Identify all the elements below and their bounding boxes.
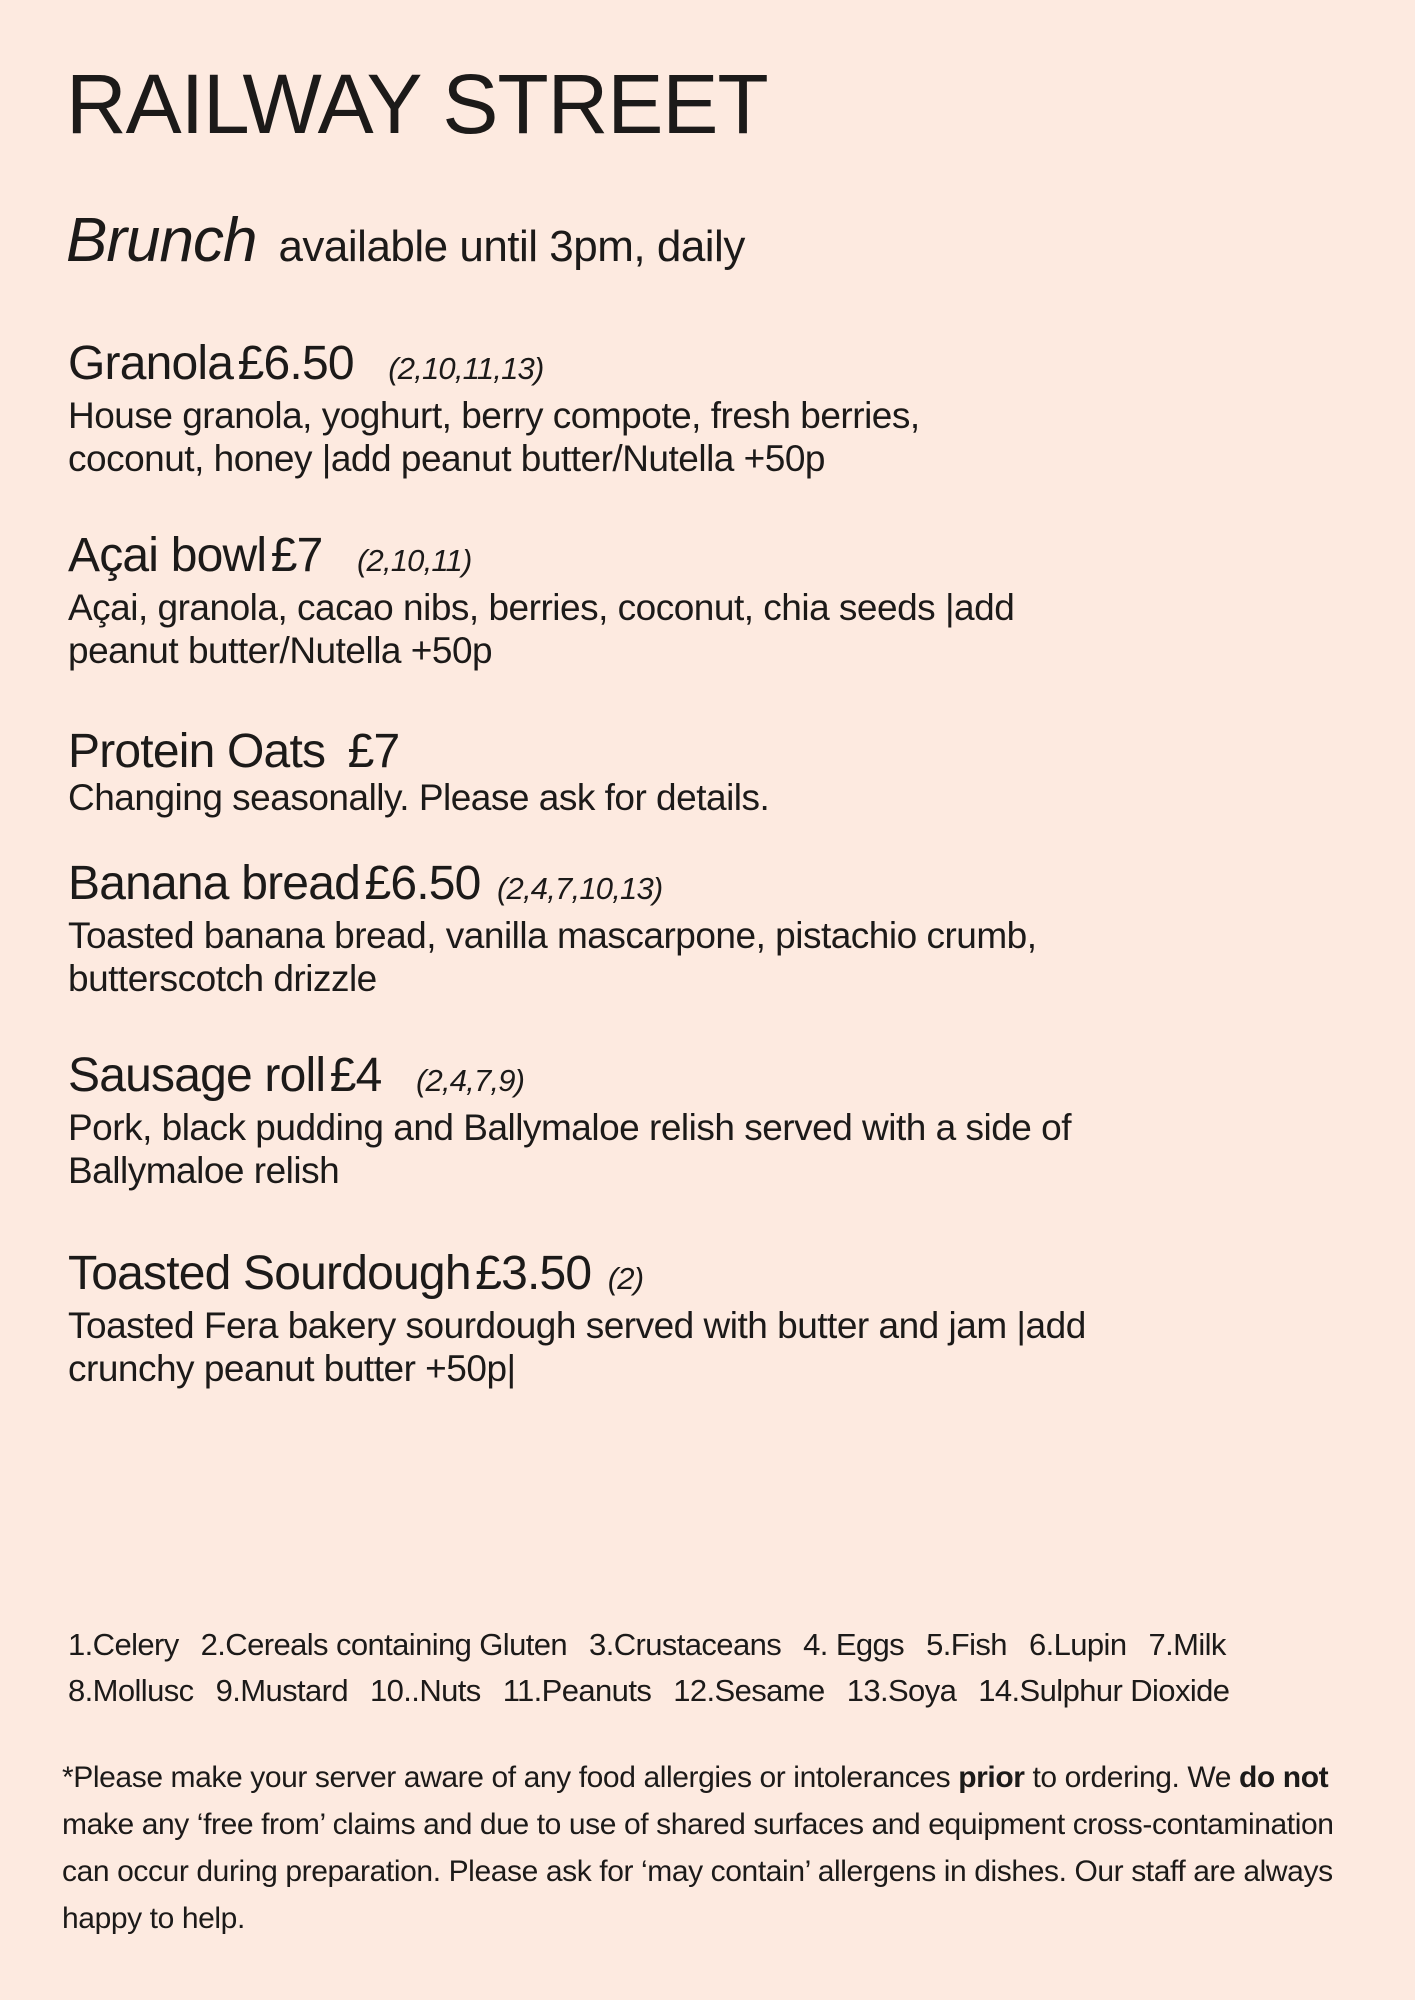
menu-item-name: Sausage roll xyxy=(68,1049,326,1102)
menu-item-sausage-roll xyxy=(68,1049,1308,1192)
menu-item-description xyxy=(68,1106,1248,1192)
allergy-notice-emphasis: prior xyxy=(958,1761,1025,1794)
allergy-notice-text: *Please make your server aware of any food allergies or intolerances xyxy=(62,1761,959,1794)
menu-item-description-line: Toasted banana bread, vanilla mascarpone, pistachio crumb, xyxy=(68,915,1037,956)
menu-item-description-line: crunchy peanut butter +50p| xyxy=(68,1348,516,1389)
menu-item-price: £4 xyxy=(329,1049,382,1102)
menu-item-price: £6.50 xyxy=(364,857,481,910)
menu-item-banana-bread xyxy=(68,857,1308,1000)
section-availability-note: available until 3pm, daily xyxy=(278,222,745,271)
menu-item-allergens: (2) xyxy=(607,1261,644,1296)
menu-item-name: Protein Oats xyxy=(68,725,326,778)
menu-item-price: £7 xyxy=(347,725,400,778)
allergen-legend-item: 12.Sesame xyxy=(673,1673,825,1708)
menu-item-heading xyxy=(68,1247,1308,1300)
menu-item-granola xyxy=(68,337,1308,480)
allergen-legend-item: 2.Cereals containing Gluten xyxy=(200,1627,568,1662)
menu-item-description-line: Ballymaloe relish xyxy=(68,1150,340,1191)
allergy-notice-emphasis: do not xyxy=(1238,1761,1329,1794)
allergen-legend-row xyxy=(68,1622,1348,1668)
allergen-legend-item: 8.Mollusc xyxy=(68,1673,194,1708)
allergy-notice-text: make any ‘free from’ claims and due to use of shared surfaces and equipment cross-contamination can occur during preparation. Please ask for ‘may contain’ allergens in dishes. Our staff are always happy to help. xyxy=(62,1808,1334,1935)
menu-item-description-line: Toasted Fera bakery sourdough served with butter and jam |add xyxy=(68,1305,1086,1346)
section-header xyxy=(66,206,745,275)
menu-item-description-line: peanut butter/Nutella +50p xyxy=(68,630,493,671)
allergen-legend-item: 6.Lupin xyxy=(1028,1627,1127,1662)
menu-item-price: £3.50 xyxy=(475,1247,592,1300)
menu-item-description-line: House granola, yoghurt, berry compote, fresh berries, xyxy=(68,395,920,436)
menu-item-heading xyxy=(68,337,1308,390)
menu-item-description-line: Pork, black pudding and Ballymaloe relish served with a side of xyxy=(68,1107,1072,1148)
allergy-notice xyxy=(62,1754,1352,1942)
menu-item-name: Toasted Sourdough xyxy=(68,1247,471,1300)
allergen-legend-item: 9.Mustard xyxy=(215,1673,348,1708)
menu-item-description xyxy=(68,1304,1248,1390)
menu-item-description xyxy=(68,586,1248,672)
menu-item-description xyxy=(68,776,1248,819)
allergen-legend-item: 14.Sulphur Dioxide xyxy=(978,1673,1230,1708)
allergen-legend-item: 3.Crustaceans xyxy=(589,1627,782,1662)
menu-item-description xyxy=(68,394,1248,480)
menu-item-description-line: butterscotch drizzle xyxy=(68,958,377,999)
menu-item-name: Granola xyxy=(68,337,234,390)
menu-item-description-line: Açai, granola, cacao nibs, berries, coconut, chia seeds |add xyxy=(68,587,1015,628)
menu-item-allergens: (2,4,7,10,13) xyxy=(497,871,663,906)
menu-item-description-line: coconut, honey |add peanut butter/Nutella +50p xyxy=(68,438,825,479)
menu-item-description-line: Changing seasonally. Please ask for details. xyxy=(68,777,770,818)
allergen-legend-item: 1.Celery xyxy=(68,1627,179,1662)
menu-item-heading xyxy=(68,857,1308,910)
menu-item-allergens: (2,10,11) xyxy=(356,543,472,578)
allergen-legend-item: 10..Nuts xyxy=(370,1673,481,1708)
menu-item-name: Açai bowl xyxy=(68,529,267,582)
allergen-legend-item: 13.Soya xyxy=(846,1673,957,1708)
menu-item-toasted-sourdough xyxy=(68,1247,1308,1390)
menu-item-allergens: (2,10,11,13) xyxy=(388,351,544,386)
menu-item-heading xyxy=(68,1049,1308,1102)
menu-item-price: £6.50 xyxy=(237,337,354,390)
menu-item-heading xyxy=(68,529,1308,582)
menu-item-description xyxy=(68,914,1248,1000)
menu-item-protein-oats xyxy=(68,725,1308,819)
allergen-legend-item: 5.Fish xyxy=(926,1627,1007,1662)
allergen-legend-item: 4. Eggs xyxy=(803,1627,905,1662)
allergy-notice-text: to ordering. We xyxy=(1024,1761,1239,1794)
menu-item-acai-bowl xyxy=(68,529,1308,672)
allergen-legend-item: 11.Peanuts xyxy=(502,1673,652,1708)
allergen-legend xyxy=(68,1622,1348,1714)
allergen-legend-row xyxy=(68,1668,1348,1714)
menu-item-price: £7 xyxy=(270,529,323,582)
section-name: Brunch xyxy=(66,206,257,275)
menu-item-heading xyxy=(68,725,1308,778)
menu-item-allergens: (2,4,7,9) xyxy=(415,1063,525,1098)
menu-item-name: Banana bread xyxy=(68,857,360,910)
allergen-legend-item: 7.Milk xyxy=(1148,1627,1226,1662)
page-title: RAILWAY STREET xyxy=(66,57,768,151)
